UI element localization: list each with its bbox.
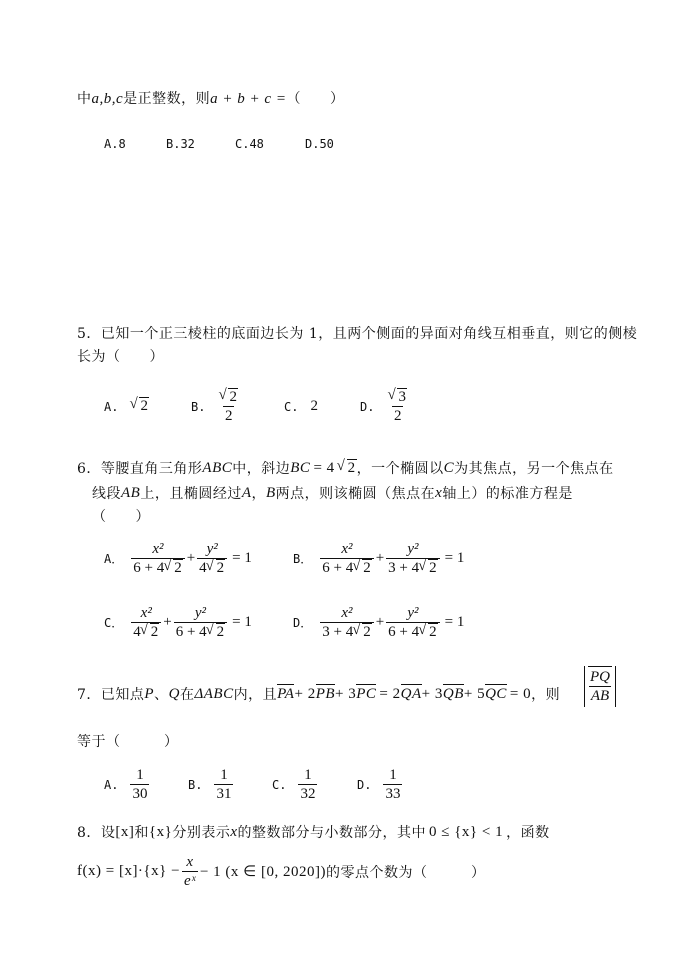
q5-line-1: 5．已知一个正三棱柱的底面边长为 1，且两个侧面的异面对角线互相垂直，则它的侧棱: [77, 326, 638, 342]
q5-option-a: A. √ 2: [104, 398, 149, 415]
q8-line-2: f(x) = [x]·{x} − $\frac{x}{\text{eˣ}}$ − 1 (x ∈ [0, 2020]) 的零点个数为（ ）: [77, 854, 486, 889]
q6-option-d: D． $\frac{\text{x²}}{3 + 4√ 2}$ + $\frac{\text{y²}}{6 + 4√ 2}$ = 1: [293, 604, 464, 641]
q4-stem: 中a,b,c是正整数，则a + b + c =（ ）: [77, 91, 345, 107]
q4-option-d: D.50: [305, 137, 334, 151]
q5-line-2: 长为（ ）: [77, 349, 164, 365]
q8-line-1: 8．设 [x] 和 {x} 分别表示 x 的整数部分与小数部分，其中 0 ≤ {x} < 1 ，函数: [77, 823, 550, 841]
q6-line-1: 6．等腰直角三角形 ABC 中，斜边 BC = 4 √ 2 ，一个椭圆以 C 为其焦点，另一个焦点在: [77, 458, 614, 478]
q7-option-d: D. $\frac{1}{33}$: [357, 767, 401, 802]
q7-option-c: C. $\frac{1}{32}$: [272, 767, 316, 802]
q4-option-c: C.48: [235, 137, 264, 151]
q4-option-a: A.8: [104, 137, 126, 151]
q7-line-2: 等于（ ）: [77, 734, 179, 750]
q7-line-1: 7．已知点 P 、 Q 在 ΔABC 内，且 PA + 2 PB + 3 PC = 2 QA + 3 QB + 5 QC = 0 ，则: [77, 685, 561, 703]
q5-option-b: B. √ $\frac{2}{2}$: [191, 388, 242, 425]
q7-option-b: B. $\frac{1}{31}$: [188, 767, 232, 802]
q5-option-d: D. √ $\frac{3}{2}$: [360, 388, 411, 425]
q4-option-b: B.32: [166, 137, 195, 151]
q6-option-a: A． $\frac{\text{x²}}{6 + 4√ 2}$ + $\frac{\text{y²}}{4√ 2}$ = 1: [104, 540, 252, 577]
q6-option-b: B． $\frac{\text{x²}}{6 + 4√ 2}$ + $\frac{\text{y²}}{3 + 4√ 2}$ = 1: [293, 540, 464, 577]
q6-line-2: 线段 AB 上，且椭圆经过 A ， B 两点，则该椭圆（焦点在 x 轴上）的标准方程是: [92, 484, 573, 502]
q6-option-c: C． $\frac{\text{x²}}{4√ 2}$ + $\frac{\text{y²}}{6 + 4√ 2}$ = 1: [104, 604, 252, 641]
q6-line-3: （ ）: [92, 509, 150, 525]
q7-ratio: $\frac{PQ}{AB}$: [584, 666, 616, 707]
q7-option-a: A. $\frac{1}{30}$: [104, 767, 148, 802]
q5-option-c: C. 2: [284, 398, 318, 414]
